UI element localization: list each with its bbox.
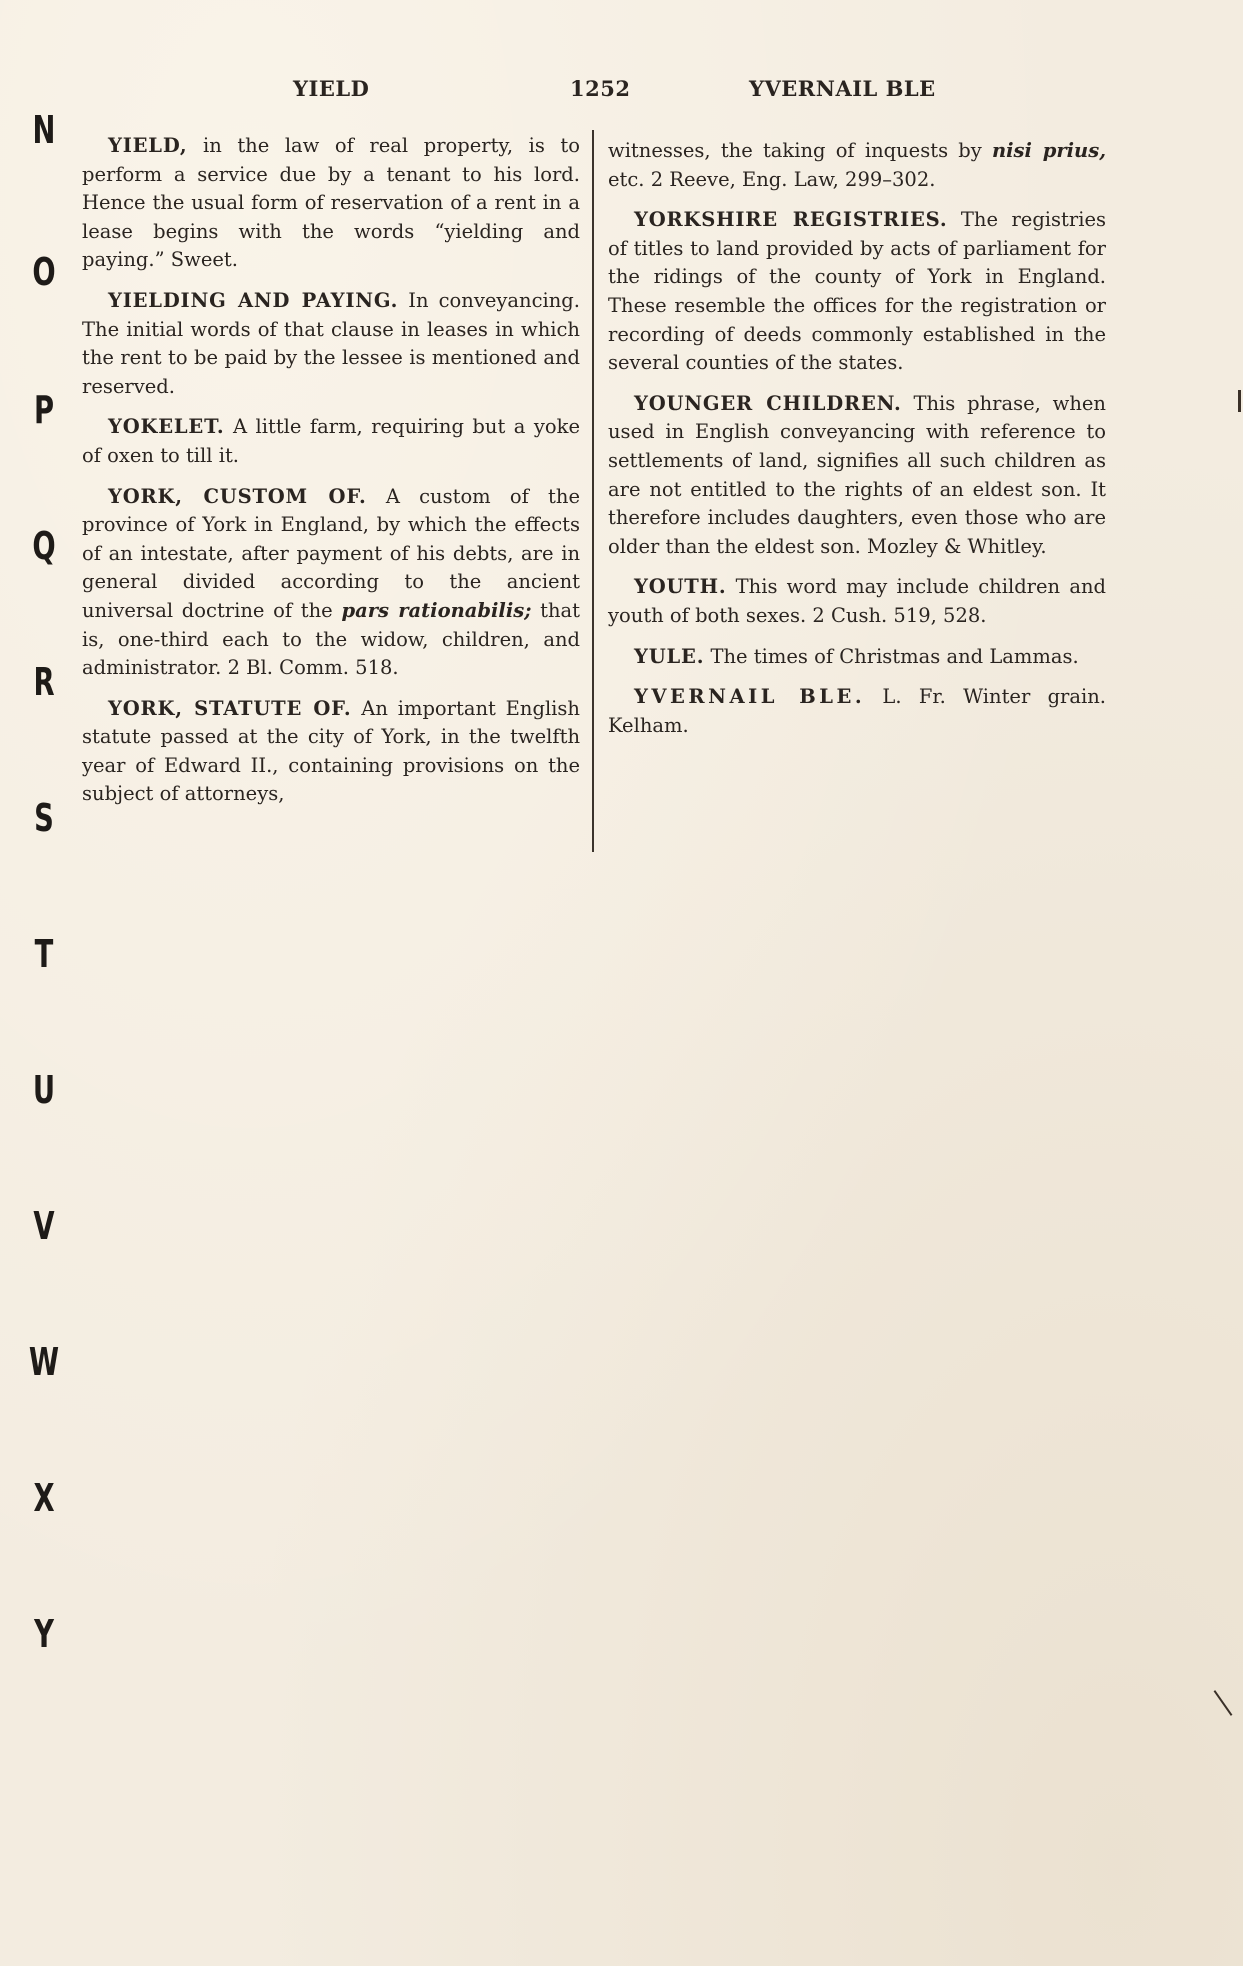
entry-term: YORKSHIRE REGISTRIES.	[634, 208, 948, 232]
entry-body: The times of Christmas and Lammas.	[704, 644, 1079, 668]
entry-body: This word may include children and youth of both sexes. 2 Cush. 519, 528.	[608, 575, 1106, 627]
entry-yielding-and-paying	[82, 287, 580, 401]
scan-mark	[1238, 390, 1241, 412]
scan-mark	[1214, 1690, 1233, 1716]
entry-body: A little farm, requiring but a yoke of oxen to till it.	[82, 415, 580, 467]
entry-term: YOKELET.	[108, 415, 225, 439]
entry-youth	[608, 573, 1106, 630]
entry-yield	[82, 132, 580, 275]
entry-body: This phrase, when used in English conveyancing with reference to settlements of land, signifies all such children as are not entitled to the rights of an eldest son. It therefore includes daughters, even those who are older than the eldest son. Mozley & Whitley.	[608, 391, 1106, 558]
right-column	[608, 137, 1106, 752]
entry-body: L. Fr. Winter grain. Kelham.	[608, 685, 1106, 737]
entry-term: YOUNGER CHILDREN.	[634, 391, 902, 415]
entry-york-statute-of	[82, 695, 580, 809]
entry-body: An important English statute passed at the city of York, in the twelfth year of Edward II., containing provisions on the subject of attorneys,	[82, 696, 580, 806]
column-divider	[592, 130, 594, 852]
entry-yorkshire-registries	[608, 206, 1106, 378]
entry-term: YVERNAIL BLE.	[634, 685, 866, 709]
entry-term: YIELD,	[108, 134, 188, 157]
thumb-letter-s[interactable]: S	[34, 796, 54, 840]
page-number: 1252	[570, 76, 631, 101]
left-column	[82, 132, 580, 821]
entry-italic-phrase: pars rationabilis;	[341, 598, 532, 622]
entry-body: in the law of real property, is to perform a service due by a tenant to his lord. Hence the usual form of reservation of a rent in a lease begins with the words “yielding and paying.” Sweet.	[82, 134, 580, 272]
running-head-left: YIELD	[293, 76, 370, 101]
entry-term: YIELDING AND PAYING.	[108, 288, 399, 312]
entry-body: The registries of titles to land provided by acts of parliament for the ridings of the county of York in England. These resemble the offices for the registration or recording of deeds commonly established in the several counties of the states.	[608, 208, 1106, 375]
entry-yokelet	[82, 413, 580, 470]
entry-term: YORK, STATUTE OF.	[108, 696, 352, 720]
thumb-letter-q[interactable]: Q	[32, 524, 56, 568]
thumb-letter-y[interactable]: Y	[34, 1612, 54, 1656]
thumb-letter-v[interactable]: V	[33, 1204, 55, 1248]
thumb-letter-x[interactable]: X	[33, 1476, 55, 1520]
entry-younger-children	[608, 390, 1106, 562]
entry-italic-phrase: nisi prius,	[991, 139, 1106, 162]
entry-yvernail-ble	[608, 683, 1106, 740]
entry-continuation	[608, 137, 1106, 194]
thumb-letter-n[interactable]: N	[32, 108, 56, 152]
entry-yule	[608, 643, 1106, 672]
entry-term: YULE.	[634, 644, 705, 668]
thumb-letter-o[interactable]: O	[32, 250, 56, 294]
entry-york-custom-of	[82, 483, 580, 683]
entry-body-end: that is, one-third each to the widow, children, and administrator. 2 Bl. Comm. 518.	[82, 598, 580, 680]
entry-body: In conveyancing. The initial words of that clause in leases in which the rent to be paid by the lessee is mentioned and reserved.	[82, 288, 580, 398]
entry-term: YORK, CUSTOM OF.	[108, 484, 367, 508]
thumb-letter-t[interactable]: T	[34, 932, 54, 976]
entry-body-end: etc. 2 Reeve, Eng. Law, 299–302.	[608, 167, 936, 191]
running-head-right: YVERNAIL BLE	[749, 76, 936, 101]
thumb-letter-p[interactable]: P	[33, 388, 55, 432]
thumb-letter-r[interactable]: R	[33, 660, 55, 704]
entry-body: A custom of the province of York in England, by which the effects of an intestate, after payment of his debts, are in general divided according to the ancient universal doctrine of the	[82, 484, 580, 622]
entry-term: YOUTH.	[634, 575, 727, 599]
thumb-letter-u[interactable]: U	[32, 1068, 56, 1112]
thumb-letter-w[interactable]: W	[28, 1340, 60, 1384]
entry-body: witnesses, the taking of inquests by	[608, 139, 992, 162]
